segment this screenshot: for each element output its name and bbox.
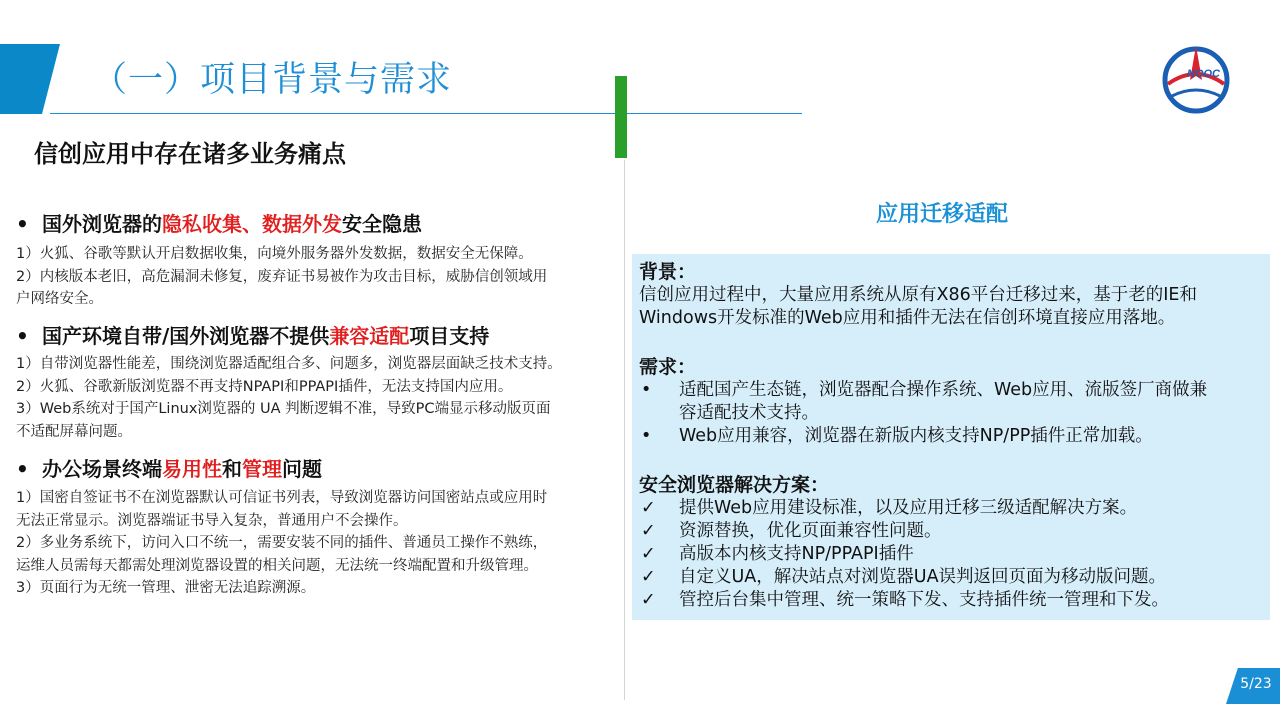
bullet-marker: • bbox=[16, 212, 29, 236]
body-line: 2）多业务系统下，访问入口不统一，需要安装不同的插件、普通员工操作不熟练， bbox=[16, 535, 548, 551]
heading-text: 和 bbox=[222, 457, 242, 481]
body-line: 3）Web系统对于国产Linux浏览器的 UA 判断逻辑不准，导致PC端显示移动版页面 bbox=[16, 401, 551, 417]
needs-item bbox=[639, 425, 1269, 448]
heading-highlight: 易用性 bbox=[162, 457, 222, 481]
heading-text: 问题 bbox=[282, 457, 322, 481]
bullet-marker: • bbox=[641, 426, 652, 446]
solution-block bbox=[639, 474, 1269, 612]
heading-highlight: 兼容适配 bbox=[329, 324, 410, 348]
body-line: 3）页面行为无统一管理、泄密无法追踪溯源。 bbox=[16, 580, 316, 596]
bullet-marker: • bbox=[641, 380, 652, 400]
solution-item bbox=[639, 520, 1269, 543]
heading-text: 办公场景终端 bbox=[42, 457, 162, 481]
bullet-marker: • bbox=[16, 324, 29, 348]
heading-highlight: 隐私收集、数据外发 bbox=[162, 212, 342, 236]
background-line: 信创应用过程中，大量应用系统从原有X86平台迁移过来，基于老的IE和 bbox=[639, 285, 1197, 305]
section-body-1 bbox=[16, 243, 616, 311]
check-icon: ✓ bbox=[641, 590, 656, 610]
section-heading-2 bbox=[16, 320, 489, 349]
check-icon: ✓ bbox=[641, 567, 656, 587]
body-line: 1）自带浏览器性能差，围绕浏览器适配组合多、问题多，浏览器层面缺乏技术支持。 bbox=[16, 356, 562, 372]
solution-item bbox=[639, 566, 1269, 589]
solution-text: 资源替换，优化页面兼容性问题。 bbox=[679, 521, 942, 541]
left-subtitle: 信创应用中存在诸多业务痛点 bbox=[34, 140, 346, 168]
solution-text: 高版本内核支持NP/PPAPI插件 bbox=[679, 544, 914, 564]
heading-text: 国外浏览器的 bbox=[42, 212, 162, 236]
solution-text: 提供Web应用建设标准，以及应用迁移三级适配解决方案。 bbox=[679, 498, 1138, 518]
needs-line: Web应用兼容，浏览器在新版内核支持NP/PP插件正常加载。 bbox=[679, 426, 1153, 446]
body-line: 运维人员需每天都需处理浏览器设置的相关问题，无法统一终端配置和升级管理。 bbox=[16, 557, 538, 574]
bullet-marker: • bbox=[16, 457, 29, 481]
body-line: 1）火狐、谷歌等默认开启数据收集，向境外服务器外发数据，数据安全无保障。 bbox=[16, 246, 533, 262]
body-line: 1）国密自签证书不在浏览器默认可信证书列表，导致浏览器访问国密站点或应用时 bbox=[16, 490, 548, 506]
heading-text: 国产环境自带/国外浏览器不提供 bbox=[42, 324, 330, 348]
solution-text: 管控后台集中管理、统一策略下发、支持插件统一管理和下发。 bbox=[679, 590, 1169, 610]
background-heading: 背景： bbox=[639, 261, 697, 283]
needs-block bbox=[639, 356, 1269, 448]
svg-text:NOOC: NOOC bbox=[1187, 68, 1220, 80]
title-underline bbox=[50, 113, 802, 114]
right-title: 应用迁移适配 bbox=[875, 202, 1008, 227]
column-divider bbox=[624, 160, 625, 700]
solution-item bbox=[639, 543, 1269, 566]
cnooc-logo-icon bbox=[1158, 40, 1234, 116]
solution-text: 自定义UA，解决站点对浏览器UA误判返回页面为移动版问题。 bbox=[679, 567, 1167, 587]
check-icon: ✓ bbox=[641, 498, 656, 518]
heading-text: 安全隐患 bbox=[342, 212, 422, 236]
body-line: 无法正常显示。浏览器端证书导入复杂，普通用户不会操作。 bbox=[16, 512, 408, 529]
heading-text: 项目支持 bbox=[409, 324, 490, 348]
needs-line: 适配国产生态链，浏览器配合操作系统、Web应用、流版签厂商做兼 bbox=[679, 380, 1208, 400]
section-body-2 bbox=[16, 353, 616, 443]
body-line: 2）内核版本老旧，高危漏洞未修复，废弃证书易被作为攻击目标，威胁信创领域用 bbox=[16, 268, 548, 285]
green-divider-bar bbox=[615, 76, 627, 158]
page-number: 5/23 bbox=[1240, 676, 1272, 692]
section-body-3 bbox=[16, 487, 616, 600]
solution-item bbox=[639, 497, 1269, 520]
heading-highlight: 管理 bbox=[242, 457, 282, 481]
body-line: 2）火狐、谷歌新版浏览器不再支持NPAPI和PPAPI插件，无法支持国内应用。 bbox=[16, 378, 513, 395]
background-line: Windows开发标准的Web应用和插件无法在信创环境直接应用落地。 bbox=[639, 308, 1176, 328]
needs-line: 容适配技术支持。 bbox=[679, 403, 819, 423]
header-accent-tab bbox=[0, 44, 60, 114]
solution-item bbox=[639, 589, 1269, 612]
body-line: 户网络安全。 bbox=[16, 291, 103, 307]
background-block bbox=[639, 261, 1269, 330]
needs-item bbox=[639, 379, 1269, 425]
page-title: （一）项目背景与需求 bbox=[92, 60, 453, 100]
section-heading-1 bbox=[16, 208, 422, 237]
check-icon: ✓ bbox=[641, 521, 656, 541]
section-heading-3 bbox=[16, 453, 322, 482]
needs-heading: 需求： bbox=[639, 356, 697, 378]
check-icon: ✓ bbox=[641, 544, 656, 564]
body-line: 不适配屏幕问题。 bbox=[16, 423, 132, 440]
solution-heading: 安全浏览器解决方案： bbox=[639, 474, 830, 496]
